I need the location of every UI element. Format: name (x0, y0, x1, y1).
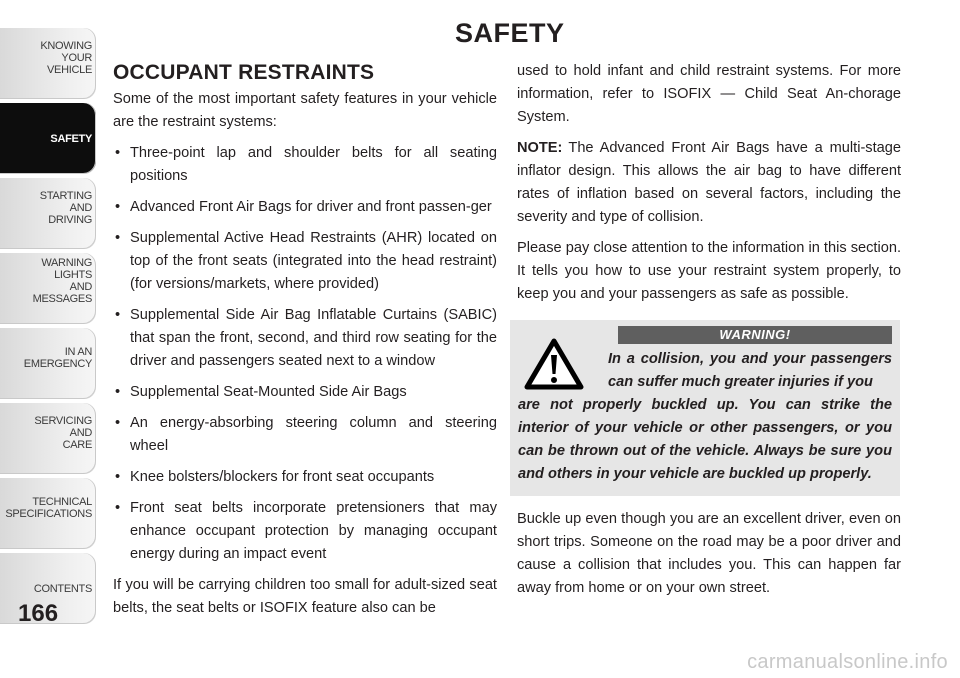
tab-safety[interactable] (0, 103, 96, 173)
tab-label-line: CONTENTS (33, 583, 92, 595)
section-title: SAFETY (455, 18, 565, 48)
tab-label-line: LIGHTS (54, 269, 92, 281)
list-item: • Front seat belts incorporate pretensioners that may enhance occupant protection by managing occupant energy during an impact event (113, 497, 497, 566)
tab-label-line: SAFETY (50, 133, 92, 145)
buckle-up-paragraph: Buckle up even though you are an excellent driver, even on short trips. Someone on the road may be a poor driver and cause a collision that includes you. This can happen far away from home or on your own street. (517, 511, 901, 596)
warning-box (510, 320, 900, 496)
tab-label-line: MESSAGES (32, 293, 92, 305)
tab-label-line: VEHICLE (47, 64, 92, 76)
tab-label-line: SERVICING (34, 415, 92, 427)
note-label: NOTE: (517, 140, 563, 156)
attention-paragraph: Please pay close attention to the information in this section. It tells you how to use your restraint system properly, to keep you and your passengers as safe as possible. (517, 240, 901, 302)
tab-label-line: TECHNICAL (32, 496, 92, 508)
intro-paragraph: Some of the most important safety features in your vehicle are the restraint systems: (113, 91, 497, 130)
tab-label-line: STARTING (39, 190, 92, 202)
tab-label-line: AND (69, 281, 92, 293)
list-item: • Knee bolsters/blockers for front seat occupants (113, 466, 497, 489)
tab-label-line: EMERGENCY (23, 358, 92, 370)
tab-label-line: YOUR (61, 52, 92, 64)
right-column (517, 60, 901, 608)
occupant-restraints-heading: OCCUPANT RESTRAINTS (113, 61, 375, 84)
tab-label-line: DRIVING (48, 214, 92, 226)
list-item: • Advanced Front Air Bags for driver and front passen-ger (113, 196, 497, 219)
restraint-feature-list (113, 142, 497, 566)
children-paragraph: If you will be carrying children too small for adult-sized seat belts, the seat belts or ISOFIX feature also can be (113, 577, 497, 616)
list-item: • Supplemental Seat-Mounted Side Air Bags (113, 381, 497, 404)
note-paragraph (517, 137, 901, 229)
tab-in-an-emergency[interactable] (0, 328, 96, 398)
tab-label-line: KNOWING (40, 40, 92, 52)
warning-title: WARNING! (618, 326, 892, 344)
list-item: • Three-point lap and shoulder belts for all seating positions (113, 142, 497, 188)
page-number: 166 (18, 600, 59, 627)
warning-text-first: In a collision, you and your passengers can suffer much greater injuries if you (608, 351, 892, 390)
tab-label-line: AND (69, 427, 92, 439)
left-column (113, 60, 497, 628)
warning-text-rest: are not properly buckled up. You can strike the interior of your vehicle or other passengers, or you can be thrown out of the vehicle. Always be sure you and others in your vehicle are buckled up properly. (518, 397, 892, 482)
tab-label-line: SPECIFICATIONS (5, 508, 92, 520)
tab-servicing-and-care[interactable] (0, 403, 96, 473)
tab-technical-specifications[interactable] (0, 478, 96, 548)
note-text: The Advanced Front Air Bags have a multi-stage inflator design. This allows the air bag to have different rates of inflation based on several factors, including the severity and type of collision. (517, 140, 901, 225)
tab-knowing-your-vehicle[interactable] (0, 28, 96, 98)
list-item: • Supplemental Active Head Restraints (AHR) located on top of the front seats (integrated into the head restraint) (for versions/markets, where provided) (113, 227, 497, 296)
watermark: carmanualsonline.info (747, 651, 948, 673)
tab-label-line: AND (69, 202, 92, 214)
list-item: • An energy-absorbing steering column and steering wheel (113, 412, 497, 458)
tab-label-line: IN AN (64, 346, 92, 358)
tab-label-line: WARNING (41, 257, 92, 269)
tab-warning-lights-and-messages[interactable] (0, 253, 96, 323)
warning-triangle-icon (524, 338, 584, 390)
tab-label-line: CARE (62, 439, 92, 451)
continuation-paragraph: used to hold infant and child restraint systems. For more information, refer to ISOFIX — Child Seat An-chorage System. (517, 63, 901, 125)
tab-starting-and-driving[interactable] (0, 178, 96, 248)
list-item: • Supplemental Side Air Bag Inflatable Curtains (SABIC) that span the front, second, and third row seating for the driver and passengers seated next to a window (113, 304, 497, 373)
